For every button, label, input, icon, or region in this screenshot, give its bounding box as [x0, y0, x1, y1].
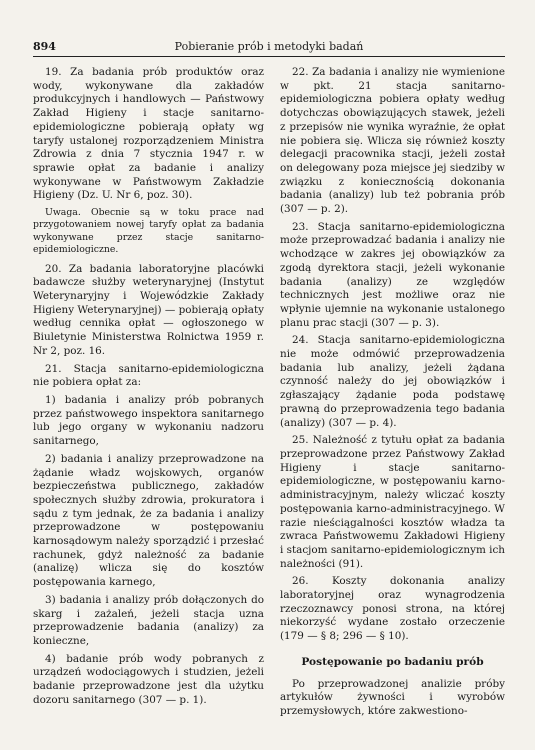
left-column — [33, 66, 264, 711]
paragraph-23: 23. Stacja sanitarno-epidemiologiczna może przeprowadzać badania i analizy nie wchodzące w zakres jej obowiązków za zgodą dyrektora stacji, jeżeli wykonanie badania (analizy) ze względów technicznych jest możliwe oraz nie wpłynie ujemnie na wykonanie ustalonego planu prac stacji (307 — p. 3). — [280, 220, 505, 329]
paragraph-25: 25. Należność z tytułu opłat za badania przeprowadzone przez Państwowy Zakład Higieny i stacje sanitarno-epidemiologiczne, w postępowaniu karno-administracyjnym, należy wliczać koszty postępowania karno-administracyjnego. W razie nieściągalności kosztów władza ta zwraca Państwowemu Zakładowi Higieny i stacjom sanitarno-epidemiologicznym ich należności (91). — [280, 434, 505, 570]
paragraph-last: Po przeprowadzonej analizie próby artykułów żywności i wyrobów przemysłowych, które zakwestiono- — [280, 677, 505, 717]
list-item-3: 3) badania i analizy prób dołączonych do skarg i zażaleń, jeżeli stacja uzna przeprowadzenie badania (analizy) za konieczne, — [33, 593, 264, 647]
list-item-4: 4) badanie prób wody pobranych z urządzeń wodociągowych i studzien, jeżeli badanie przeprowadzone jest dla użytku dozoru sanitarnego (307 — p. 1). — [33, 652, 264, 706]
paragraph-19: 19. Za badania prób produktów oraz wody, wykonywane dla zakładów produkcyjnych i handlowych — Państwowy Zakład Higieny i stacje sanitarno-epidemiologiczne pobierają opłaty wg taryfy ustalonej rozporządzeniem Ministra Zdrowia z dnia 7 stycznia 1947 r. w sprawie opłat za badanie i analizy wykonywane w Państwowym Zakładzie Higieny (Dz. U. Nr 6, poz. 30). — [33, 66, 264, 202]
paragraph-20: 20. Za badania laboratoryjne placówki badawcze służby weterynaryjnej (Instytut Weterynaryjny i Wojewódzkie Zakłady Higieny Weterynaryjnej) — pobierają opłaty według cennika opłat — ogłoszonego w Biuletynie Ministerstwa Rolnictwa 1959 r. Nr 2, poz. 16. — [33, 262, 265, 357]
paragraph-26: 26. Koszty dokonania analizy laboratoryjnej oraz wynagrodzenia rzeczoznawcy ponosi strona, na której niekorzyść wydane zostało orzeczenie (179 — § 8; 296 — § 10). — [280, 575, 505, 643]
page-header — [33, 40, 505, 57]
page-number: 894 — [33, 40, 56, 53]
list-item-1: 1) badania i analizy prób pobranych przez państwowego inspektora sanitarnego lub jego organy w wykonaniu nadzoru sanitarnego, — [33, 393, 264, 448]
paragraph-21: 21. Stacja sanitarno-epidemiologiczna nie pobiera opłat za: — [33, 362, 264, 389]
running-title: Pobieranie prób i metodyki badań — [174, 40, 364, 53]
right-column — [280, 66, 505, 723]
paragraph-24: 24. Stacja sanitarno-epidemiologiczna nie może odmówić przeprowadzenia badania lub analizy, jeżeli żądana czynność należy do jej obowiązków i zgłaszający żądanie poda podstawę prawną do przeprowadzenia tego badania (analizy) (307 — p. 4). — [280, 334, 505, 429]
list-item-2: 2) badania i analizy przeprowadzone na żądanie władz wojskowych, organów bezpieczeństwa publicznego, zakładów społecznych służby zdrowia, prokuratora i sądu z tym jednak, że za badania i analizy przeprowadzone w postępowaniu karnosądowym należy sporządzić i przesłać rachunek, gdyż należność za badanie (analizę) wlicza się do kosztów postępowania karnego, — [33, 452, 264, 589]
paragraph-22: 22. Za badania i analizy nie wymienione w pkt. 21 stacja sanitarno-epidemiologiczna pobiera opłaty według dotychczas obowiązujących stawek, jeżeli z przepisów nie wynika wyraźnie, że opłat nie pobiera się. Wlicza się również koszty delegacji pracownika stacji, jeżeli został on delegowany poza miejsce jej siedziby w związku z koniecznością dokonania badania (analizy) lub też pobrania prób (307 — p. 2). — [280, 66, 505, 216]
section-heading: Postępowanie po badaniu prób — [301, 655, 484, 668]
note-paragraph: Uwaga. Obecnie są w toku prace nad przygotowaniem nowej taryfy opłat za badania wykonywane przez stacje sanitarno-epidemiologiczne. — [33, 207, 264, 256]
